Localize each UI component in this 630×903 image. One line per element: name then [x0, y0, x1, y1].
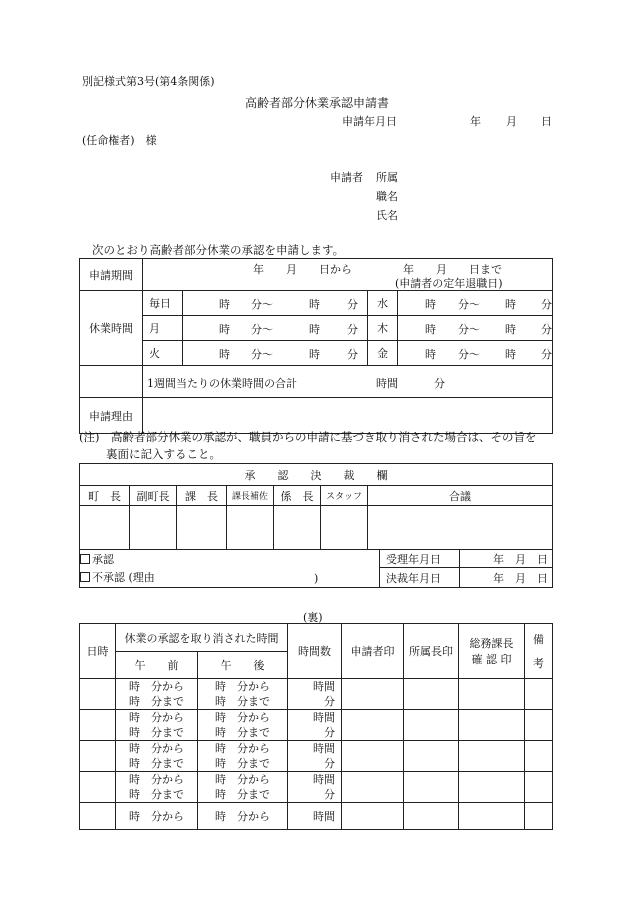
approve-checkbox[interactable] [80, 554, 90, 564]
header-applicant-seal: 申請者印 [342, 624, 404, 679]
intro-text: 次のとおり高齢者部分休業の承認を申請します。 [92, 243, 345, 257]
hours-label: 休業時間 [80, 291, 143, 366]
reject-checkbox[interactable] [80, 572, 90, 582]
header-general-affairs: 総務課長 確 認 印 [459, 624, 525, 679]
received-date-value: 年 月 日 [460, 550, 553, 568]
day-thu: 木 [368, 316, 398, 341]
applicant-name: 氏名 [376, 209, 398, 222]
header-cancelled-time: 休業の承認を取り消された時間 [116, 624, 288, 652]
approval-table [79, 463, 553, 550]
application-date-label: 申請年月日 [342, 115, 397, 128]
header-pm: 午 後 [198, 652, 288, 679]
col-mayor: 町 長 [80, 486, 130, 506]
form-number: 別記様式第3号(第4条関係) [82, 75, 215, 88]
header-date: 日時 [80, 624, 116, 679]
stamp-box[interactable] [130, 506, 177, 550]
period-cell [143, 259, 553, 291]
col-section-chief: 課 長 [177, 486, 227, 506]
date-month: 月 [506, 115, 517, 128]
weekly-total-label: 1週間当たりの休業時間の合計 [147, 377, 297, 390]
approve-option[interactable]: 承認 [80, 550, 380, 568]
time-range: 時 分〜 時 分 [183, 316, 368, 341]
day-tue: 火 [143, 341, 183, 366]
table-row: 時 分から 時 分まで 時 分から 時 分まで 時間 分 [80, 741, 553, 772]
col-assistant-chief: 課長補佐 [227, 486, 274, 506]
applicant-label: 申請者 [330, 171, 363, 184]
appointer-addressee: (任命権者) 様 [82, 134, 157, 147]
header-am: 午 前 [116, 652, 198, 679]
hours-label-cont [80, 366, 143, 398]
day-daily: 毎日 [143, 291, 183, 316]
back-title: (裏) [303, 611, 323, 624]
col-subsection-chief: 係 長 [274, 486, 321, 506]
time-range: 時 分〜 時 分 [398, 341, 553, 366]
table-row: 時 分から 時 分まで 時 分から 時 分まで 時間 分 [80, 679, 553, 710]
time-range: 時 分〜 時 分 [398, 316, 553, 341]
header-hours: 時間数 [288, 624, 342, 679]
form-title: 高齢者部分休業承認申請書 [245, 96, 390, 110]
application-table [79, 258, 553, 434]
period-label: 申請期間 [80, 259, 143, 291]
weekly-hour: 時間 [376, 377, 398, 390]
day-wed: 水 [368, 291, 398, 316]
approval-title: 承 認 決 裁 欄 [80, 464, 553, 486]
header-head-seal: 所属長印 [404, 624, 459, 679]
table-row: 時 分から 時 分まで 時 分から 時 分まで 時間 分 [80, 772, 553, 803]
date-year: 年 [470, 115, 481, 128]
reason-label: 申請理由 [80, 398, 143, 434]
period-to: 年 月 日まで [403, 263, 502, 276]
cancellation-table [79, 623, 553, 830]
decided-date-label: 決裁年月日 [380, 568, 460, 588]
stamp-box[interactable] [227, 506, 274, 550]
table-row: 時 分から 時 分まで 時 分から 時 分まで 時間 分 [80, 710, 553, 741]
stamp-box[interactable] [177, 506, 227, 550]
day-mon: 月 [143, 316, 183, 341]
weekly-min: 分 [434, 377, 445, 390]
decided-date-value: 年 月 日 [460, 568, 553, 588]
time-range: 時 分〜 時 分 [398, 291, 553, 316]
applicant-position: 職名 [376, 190, 398, 203]
stamp-box[interactable] [368, 506, 553, 550]
period-from: 年 月 日から [253, 263, 352, 276]
header-remarks: 備 考 [525, 624, 553, 679]
stamp-box[interactable] [80, 506, 130, 550]
note-line2: 裏面に記入すること。 [106, 447, 221, 461]
time-range: 時 分〜 時 分 [183, 291, 368, 316]
date-day: 日 [541, 115, 552, 128]
reject-option[interactable]: 不承認 (理由 ) [80, 568, 380, 588]
stamp-box[interactable] [321, 506, 368, 550]
weekly-total-cell [143, 366, 553, 398]
day-fri: 金 [368, 341, 398, 366]
col-deputy-mayor: 副町長 [130, 486, 177, 506]
received-date-label: 受理年月日 [380, 550, 460, 568]
col-staff: スタッフ [321, 486, 368, 506]
approval-decision-table [79, 549, 553, 588]
time-range: 時 分〜 時 分 [183, 341, 368, 366]
note-line1: (注) 高齢者部分休業の承認が、職員からの申請に基づき取り消された場合は、その旨を [79, 430, 537, 444]
col-consultation: 合議 [368, 486, 553, 506]
applicant-dept: 所属 [376, 171, 398, 184]
period-note: (申請者の定年退職日) [395, 277, 503, 290]
stamp-box[interactable] [274, 506, 321, 550]
table-row: 時 分から 時 分から 時間 [80, 803, 553, 830]
